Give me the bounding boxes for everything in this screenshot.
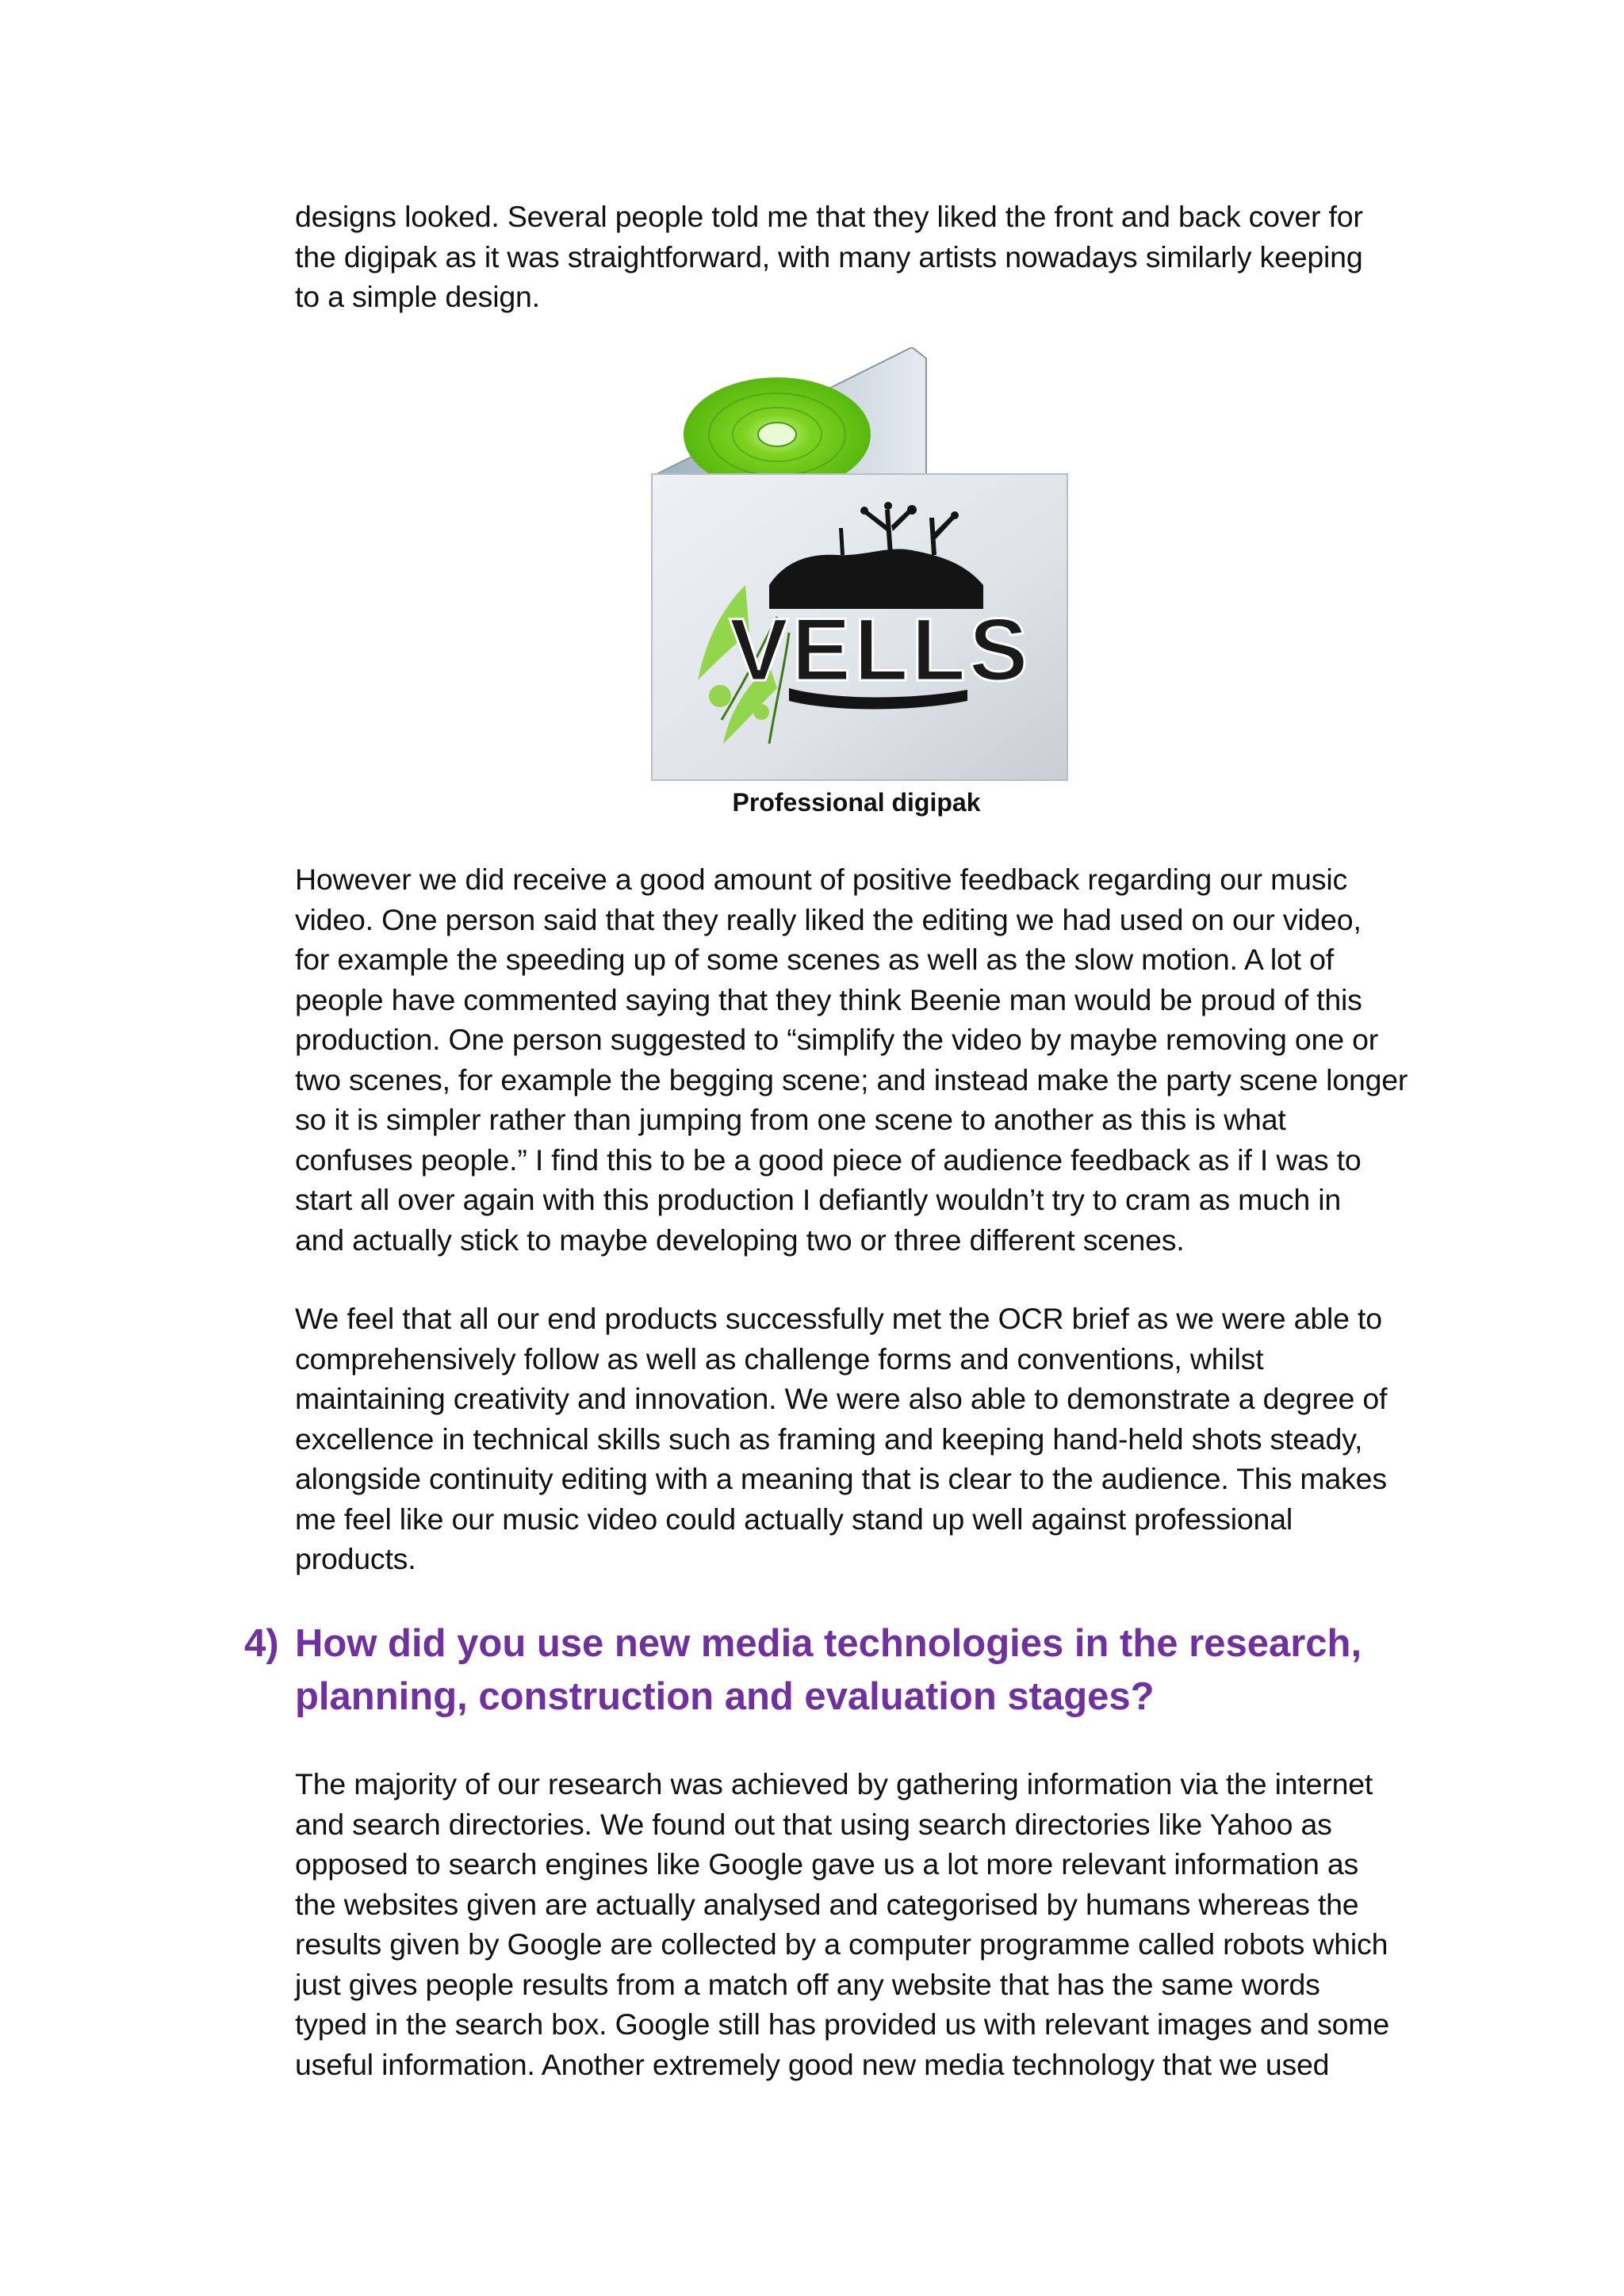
text-line: people have commented saying that they think Beenie man would be proud of this bbox=[295, 982, 1362, 1016]
text-line: the digipak as it was straightforward, with many artists nowadays similarly keeping bbox=[295, 239, 1363, 274]
text-line: two scenes, for example the begging scene; and instead make the party scene longer bbox=[295, 1062, 1408, 1096]
digipak-illustration bbox=[650, 347, 1071, 782]
text-line: typed in the search box. Google still has provided us with relevant images and some bbox=[295, 2007, 1390, 2041]
text-line: excellence in technical skills such as framing and keeping hand-held shots steady, bbox=[295, 1422, 1363, 1456]
heading-text bbox=[295, 1617, 1516, 1724]
heading-number: 4) bbox=[244, 1622, 279, 1665]
text-line: opposed to search engines like Google gave us a lot more relevant information as bbox=[295, 1847, 1359, 1881]
paragraph-positive-feedback bbox=[295, 859, 1437, 1260]
digipak-image bbox=[650, 347, 1071, 782]
paragraph-ocr-brief bbox=[295, 1299, 1437, 1579]
text-line: comprehensively follow as well as challenge forms and conventions, whilst bbox=[295, 1341, 1264, 1376]
text-line: designs looked. Several people told me that they liked the front and back cover for bbox=[295, 200, 1363, 233]
text-line: the websites given are actually analysed and categorised by humans whereas the bbox=[295, 1887, 1359, 1921]
text-line: video. One person said that they really liked the editing we had used on our video, bbox=[295, 902, 1362, 936]
text-line: products. bbox=[295, 1542, 416, 1575]
heading-line: planning, construction and evaluation stages? bbox=[295, 1675, 1155, 1718]
text-line: useful information. Another extremely good new media technology that we used bbox=[295, 2047, 1330, 2081]
text-line: production. One person suggested to “simplify the video by maybe removing one or bbox=[295, 1023, 1379, 1056]
text-line: start all over again with this production I defiantly wouldn’t try to cram as much in bbox=[295, 1183, 1342, 1216]
cover-logo-text: VELLS bbox=[729, 600, 1032, 699]
text-line: alongside continuity editing with a meaning that is clear to the audience. This makes bbox=[295, 1462, 1387, 1495]
heading-line: How did you use new media technologies in the research, bbox=[295, 1622, 1362, 1665]
text-line: maintaining creativity and innovation. We were also able to demonstrate a degree of bbox=[295, 1382, 1388, 1415]
text-line: to a simple design. bbox=[295, 280, 540, 313]
text-line: We feel that all our end products successfully met the OCR brief as we were able to bbox=[295, 1302, 1382, 1335]
text-line: just gives people results from a match off any website that has the same words bbox=[295, 1967, 1320, 2001]
text-line: and search directories. We found out that using search directories like Yahoo as bbox=[295, 1807, 1332, 1841]
paragraph-feedback-design bbox=[295, 197, 1437, 317]
figure-caption: Professional digipak bbox=[732, 788, 981, 817]
text-line: The majority of our research was achieved by gathering information via the internet bbox=[295, 1767, 1373, 1800]
text-line: confuses people.” I find this to be a good piece of audience feedback as if I was to bbox=[295, 1142, 1362, 1177]
text-line: However we did receive a good amount of positive feedback regarding our music bbox=[295, 863, 1348, 896]
text-line: for example the speeding up of some scenes as well as the slow motion. A lot of bbox=[295, 943, 1334, 976]
text-line: results given by Google are collected by a computer programme called robots which bbox=[295, 1927, 1388, 1961]
paragraph-research bbox=[295, 1764, 1437, 2084]
text-line: and actually stick to maybe developing two or three different scenes. bbox=[295, 1223, 1185, 1257]
text-line: me feel like our music video could actually stand up well against professional bbox=[295, 1502, 1293, 1536]
text-line: so it is simpler rather than jumping from one scene to another as this is what bbox=[295, 1103, 1286, 1136]
